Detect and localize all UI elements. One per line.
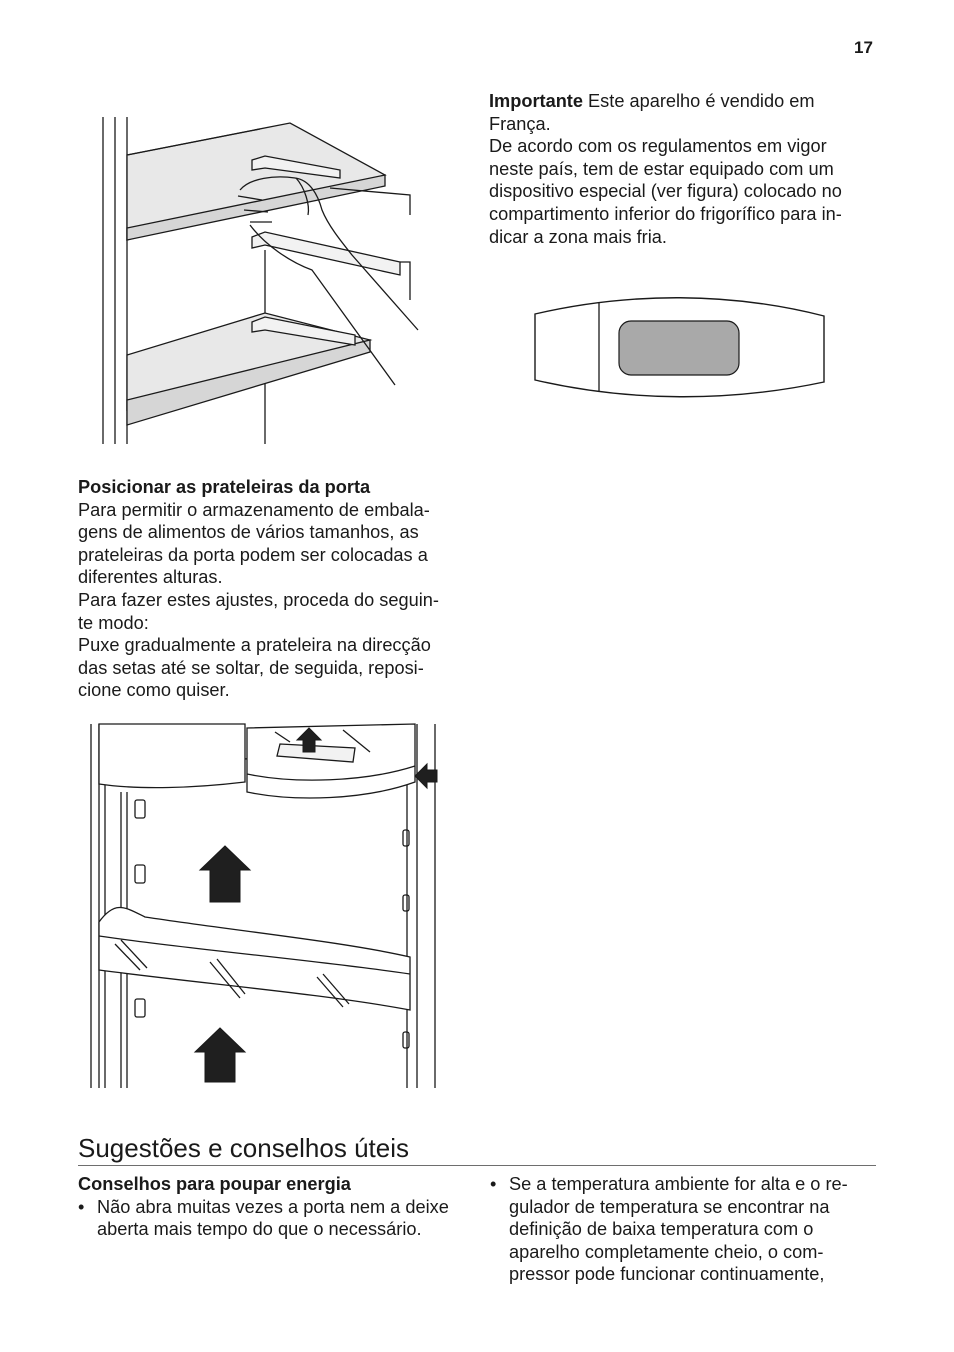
small-left-arrow-icon bbox=[415, 764, 437, 788]
door-shelves-line-3: prateleiras da porta podem ser colocadas a bbox=[78, 544, 428, 565]
section-divider bbox=[78, 1165, 876, 1166]
energy-tip-line-1: • Se a temperatura ambiente for alta e o re- bbox=[509, 1174, 848, 1194]
important-line-3: De acordo com os regulamentos em vigor bbox=[489, 136, 827, 157]
door-shelves-line-9: cione como quiser. bbox=[78, 680, 230, 701]
energy-tip-item bbox=[490, 1173, 890, 1286]
door-shelves-line-7: Puxe gradualmente a prateleira na direcção bbox=[78, 635, 431, 656]
section-title: Sugestões e conselhos úteis bbox=[78, 1133, 409, 1163]
important-label: Importante bbox=[489, 91, 583, 111]
important-text: Este aparelho é vendido em bbox=[582, 91, 815, 111]
page-number: 17 bbox=[854, 38, 873, 57]
important-line-4: neste país, tem de estar equipado com um bbox=[489, 158, 834, 179]
door-shelf-illustration bbox=[85, 722, 445, 1092]
energy-tip-line-2: gulador de temperatura se encontrar na bbox=[509, 1196, 830, 1217]
important-line-1 bbox=[489, 90, 889, 113]
door-shelves-line-5: Para fazer estes ajustes, proceda do seguin- bbox=[78, 589, 439, 610]
large-up-arrow-icon-upper bbox=[200, 846, 250, 902]
important-line-2: França. bbox=[489, 113, 551, 134]
energy-tip-line-5: pressor pode funcionar continuamente, bbox=[509, 1264, 825, 1285]
energy-tip-line-2: aberta mais tempo do que o necessário. bbox=[97, 1219, 422, 1240]
large-up-arrow-icon-lower bbox=[195, 1028, 245, 1082]
door-shelves-section bbox=[78, 476, 478, 702]
important-line-6: compartimento inferior do frigorífico para in- bbox=[489, 203, 842, 224]
energy-tip-line-4: aparelho completamente cheio, o com- bbox=[509, 1241, 824, 1262]
energy-tips-left bbox=[78, 1173, 478, 1241]
energy-tip-line-3: definição de baixa temperatura com o bbox=[509, 1219, 814, 1240]
door-shelves-line-2: gens de alimentos de vários tamanhos, as bbox=[78, 522, 419, 543]
door-shelves-line-6: te modo: bbox=[78, 612, 149, 633]
energy-tip-line-1: • Não abra muitas vezes a porta nem a deixe bbox=[97, 1196, 449, 1217]
energy-tips-right bbox=[490, 1173, 890, 1286]
energy-tips-list-left bbox=[78, 1196, 478, 1241]
important-notice bbox=[489, 90, 889, 248]
temperature-indicator-illustration bbox=[530, 290, 830, 400]
door-shelves-line-1: Para permitir o armazenamento de embala- bbox=[78, 499, 430, 520]
important-line-5: dispositivo especial (ver figura) colocado no bbox=[489, 181, 842, 202]
door-shelves-heading: Posicionar as prateleiras da porta bbox=[78, 477, 371, 497]
important-line-7: dicar a zona mais fria. bbox=[489, 226, 667, 247]
energy-tips-list-right bbox=[490, 1173, 890, 1286]
indicator-window bbox=[619, 321, 739, 375]
energy-tip-item bbox=[78, 1196, 478, 1241]
door-shelves-line-4: diferentes alturas. bbox=[78, 567, 223, 588]
energy-heading: Conselhos para poupar energia bbox=[78, 1174, 351, 1194]
door-shelves-line-8: das setas até se soltar, de seguida, reposi- bbox=[78, 657, 424, 678]
